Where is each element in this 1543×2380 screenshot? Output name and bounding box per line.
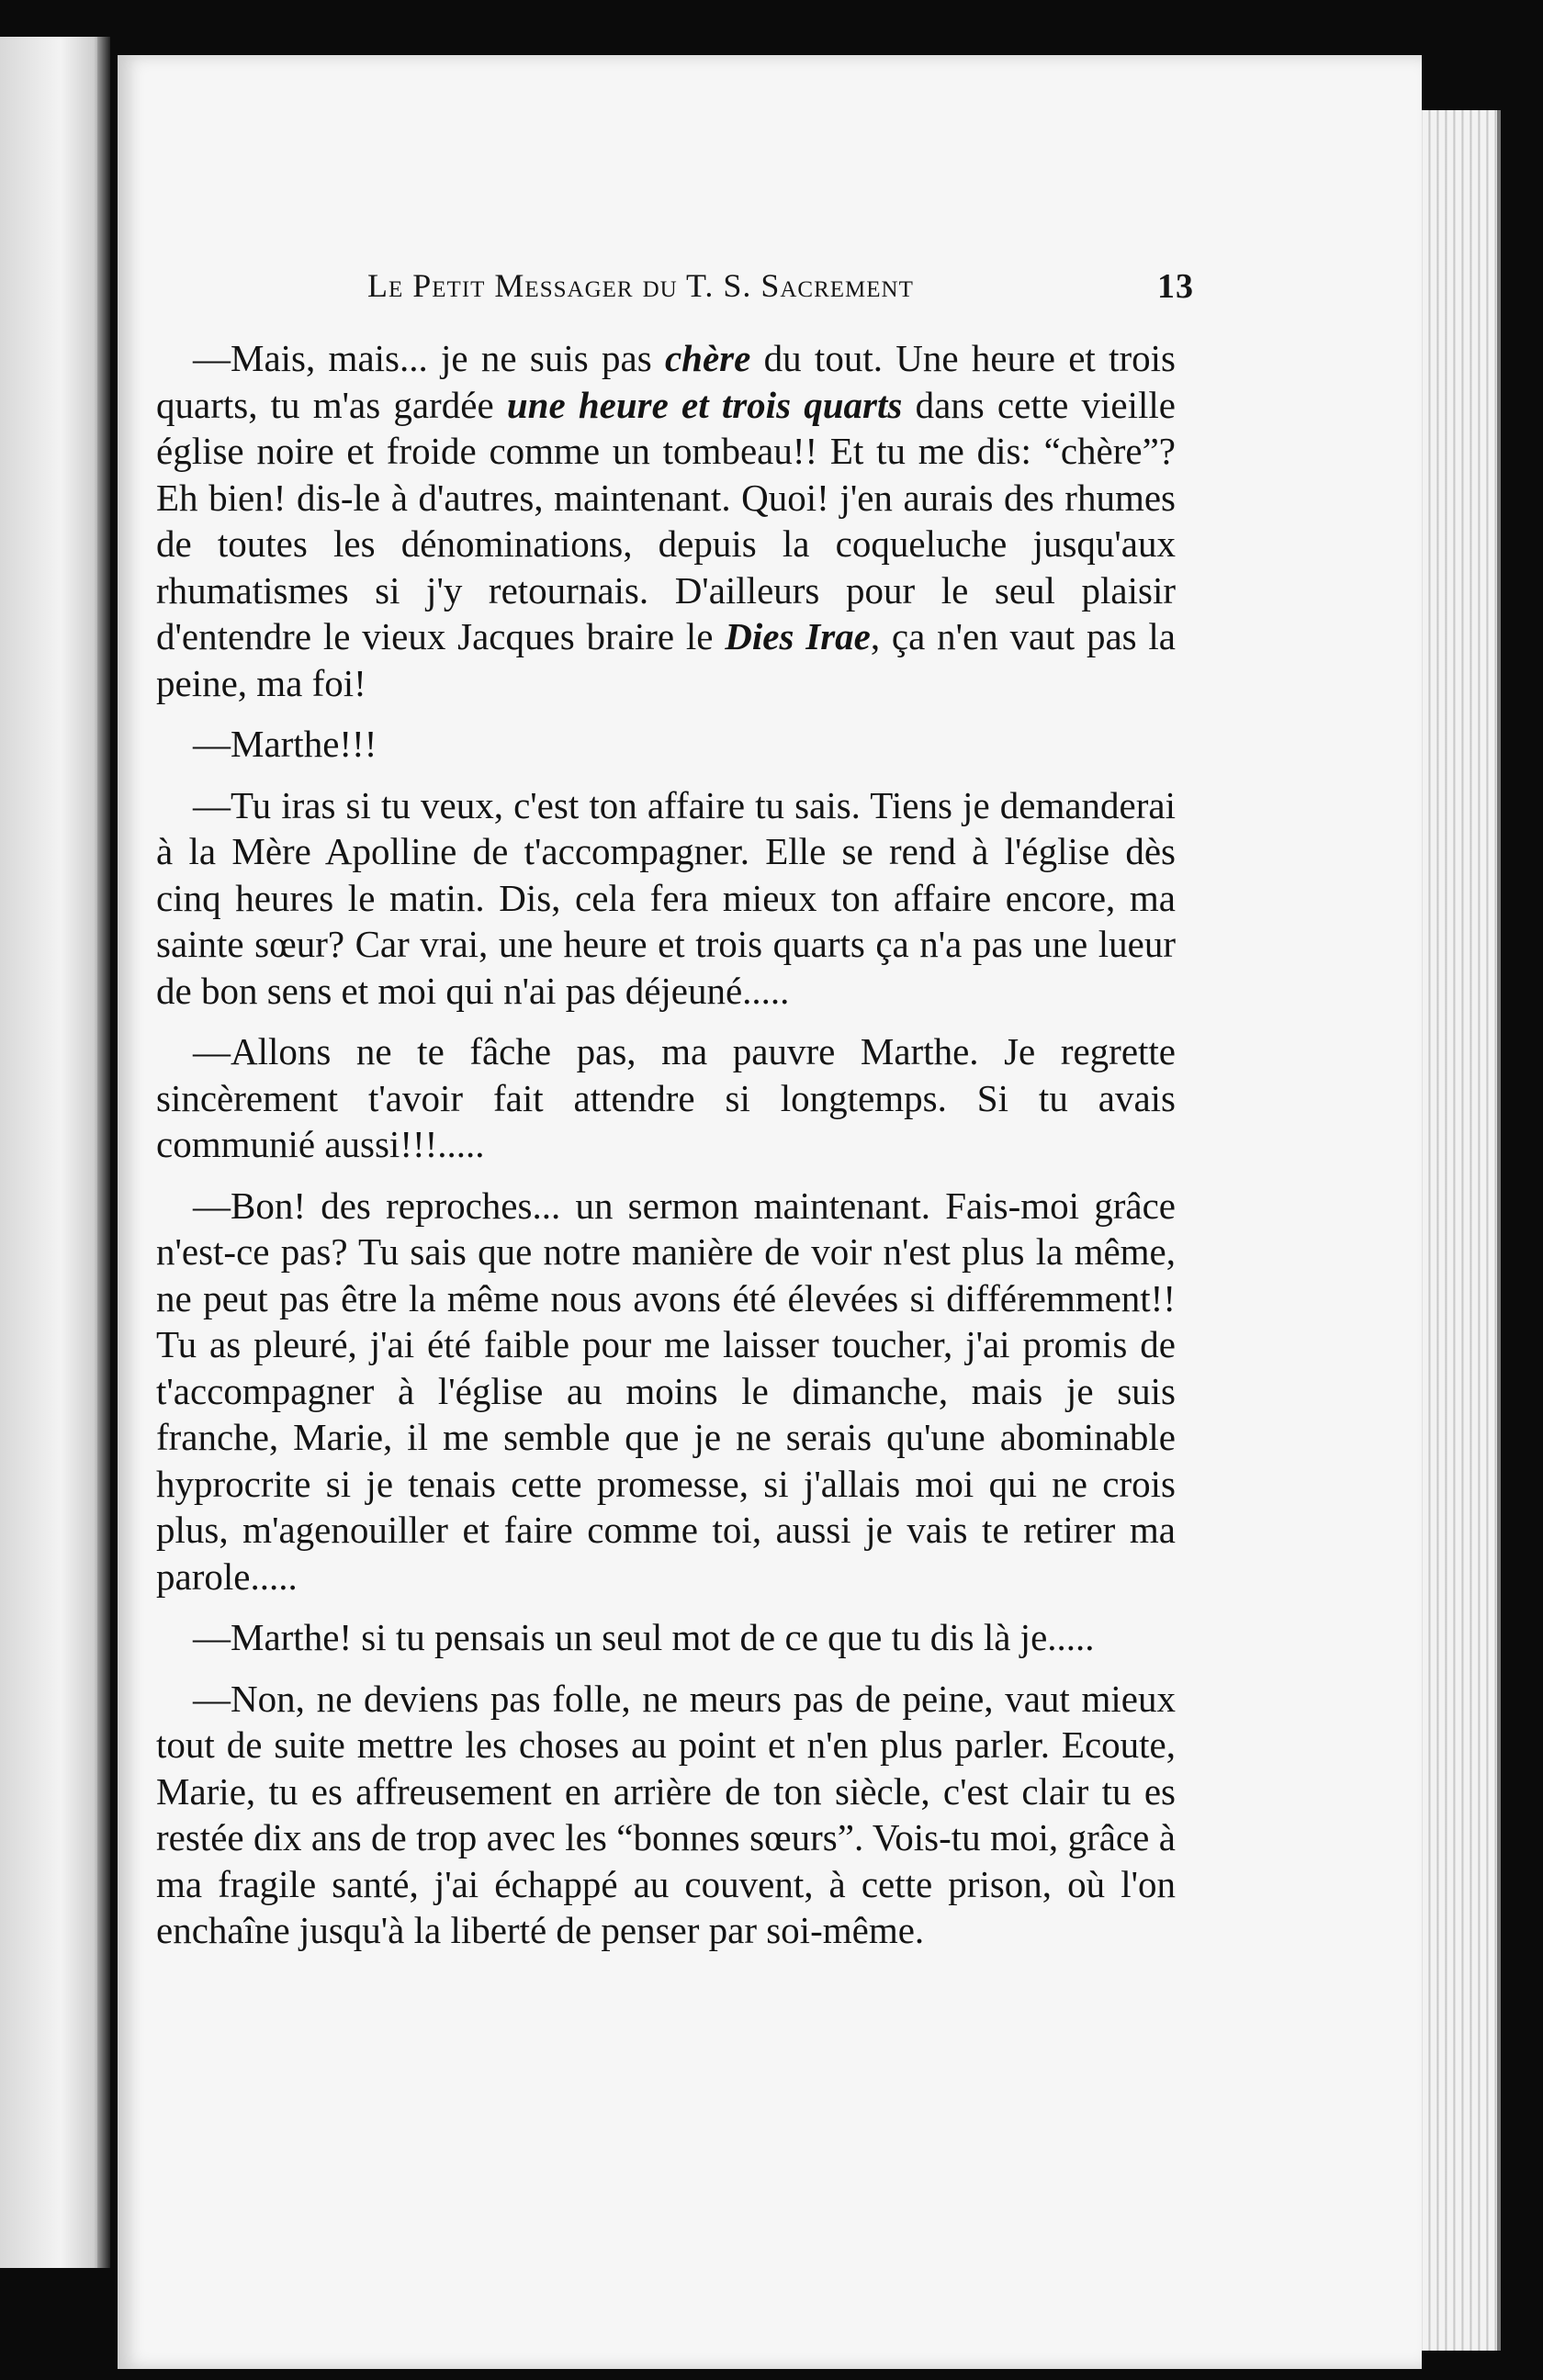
left-page-edge [0, 37, 110, 2268]
text-run: dans cette vieille église noire et froide comme un tombeau!! Et tu me dis: “chère”? Eh bien! dis-le à d'autres, maintenant. Quoi! j'en aurais des rhumes de toutes les dénominations, depuis la coqueluche jusqu'aux rhumatismes si j'y retournais. D'ailleurs pour le seul plaisir d'entendre le vieux Jacques braire le [156, 383, 1176, 657]
text-run: —Mais, mais... je ne suis pas [193, 337, 665, 379]
page-number: 13 [1157, 267, 1194, 306]
paragraph: —Marthe! si tu pensais un seul mot de ce que tu dis là je..... [193, 1616, 1095, 1658]
page-stack-edge [1414, 110, 1501, 2351]
paragraph: —Non, ne deviens pas folle, ne meurs pas de peine, vaut mieux tout de suite mettre les choses au point et n'en plus parler. Ecoute, Marie, tu es affreusement en arrière de ton siècle, c'est clair tu es restée dix ans de trop avec les “bonnes sœurs”. Vois-tu moi, grâce à ma fragile santé, j'ai échappé au couvent, à cette prison, où l'on enchaîne jusqu'à la liberté de penser par soi-même. [156, 1677, 1176, 1951]
paragraph: —Marthe!!! [193, 723, 377, 765]
paragraph: —Allons ne te fâche pas, ma pauvre Marthe. Je regrette sincèrement t'avoir fait attendre si longtemps. Si tu avais communié aussi!!!..... [156, 1030, 1176, 1165]
gutter-shadow [97, 37, 110, 2268]
running-header [367, 266, 1194, 312]
italic-run: chère [664, 337, 751, 379]
italic-run: une heure et trois quarts [506, 383, 903, 426]
running-title: Le Petit Messager du T. S. Sacrement [367, 267, 914, 304]
text-run: du tout. Une heure et trois quarts, tu m'as gardée [156, 337, 1176, 426]
italic-run: Dies Irae [725, 615, 871, 657]
text-run: , ça n'en vaut pas la peine, ma foi! [156, 615, 1176, 704]
paragraph: —Tu iras si tu veux, c'est ton affaire tu sais. Tiens je demanderai à la Mère Apolline de t'accompagner. Elle se rend à l'église dès cinq heures le matin. Dis, cela fera mieux ton affaire encore, ma sainte sœur? Car vrai, une heure et trois quarts ça n'a pas une lueur de bon sens et moi qui n'ai pas déjeuné..... [156, 783, 1176, 1012]
paragraph: —Bon! des reproches... un sermon maintenant. Fais-moi grâce n'est-ce pas? Tu sais que notre manière de voir n'est plus la même, ne peut pas être la même nous avons été élevées si différemment!! Tu as pleuré, j'ai été faible pour me laisser toucher, j'ai promis de t'accompagner à l'église au moins le dimanche, mais je suis franche, Marie, il me semble que je ne serais qu'une abominable hyprocrite si je tenais cette promesse, si j'allais moi qui ne crois plus, m'agenouiller et faire comme toi, aussi je vais te retirer ma parole..... [156, 1184, 1176, 1598]
paragraph [156, 335, 1176, 706]
body-text [156, 335, 1176, 1969]
